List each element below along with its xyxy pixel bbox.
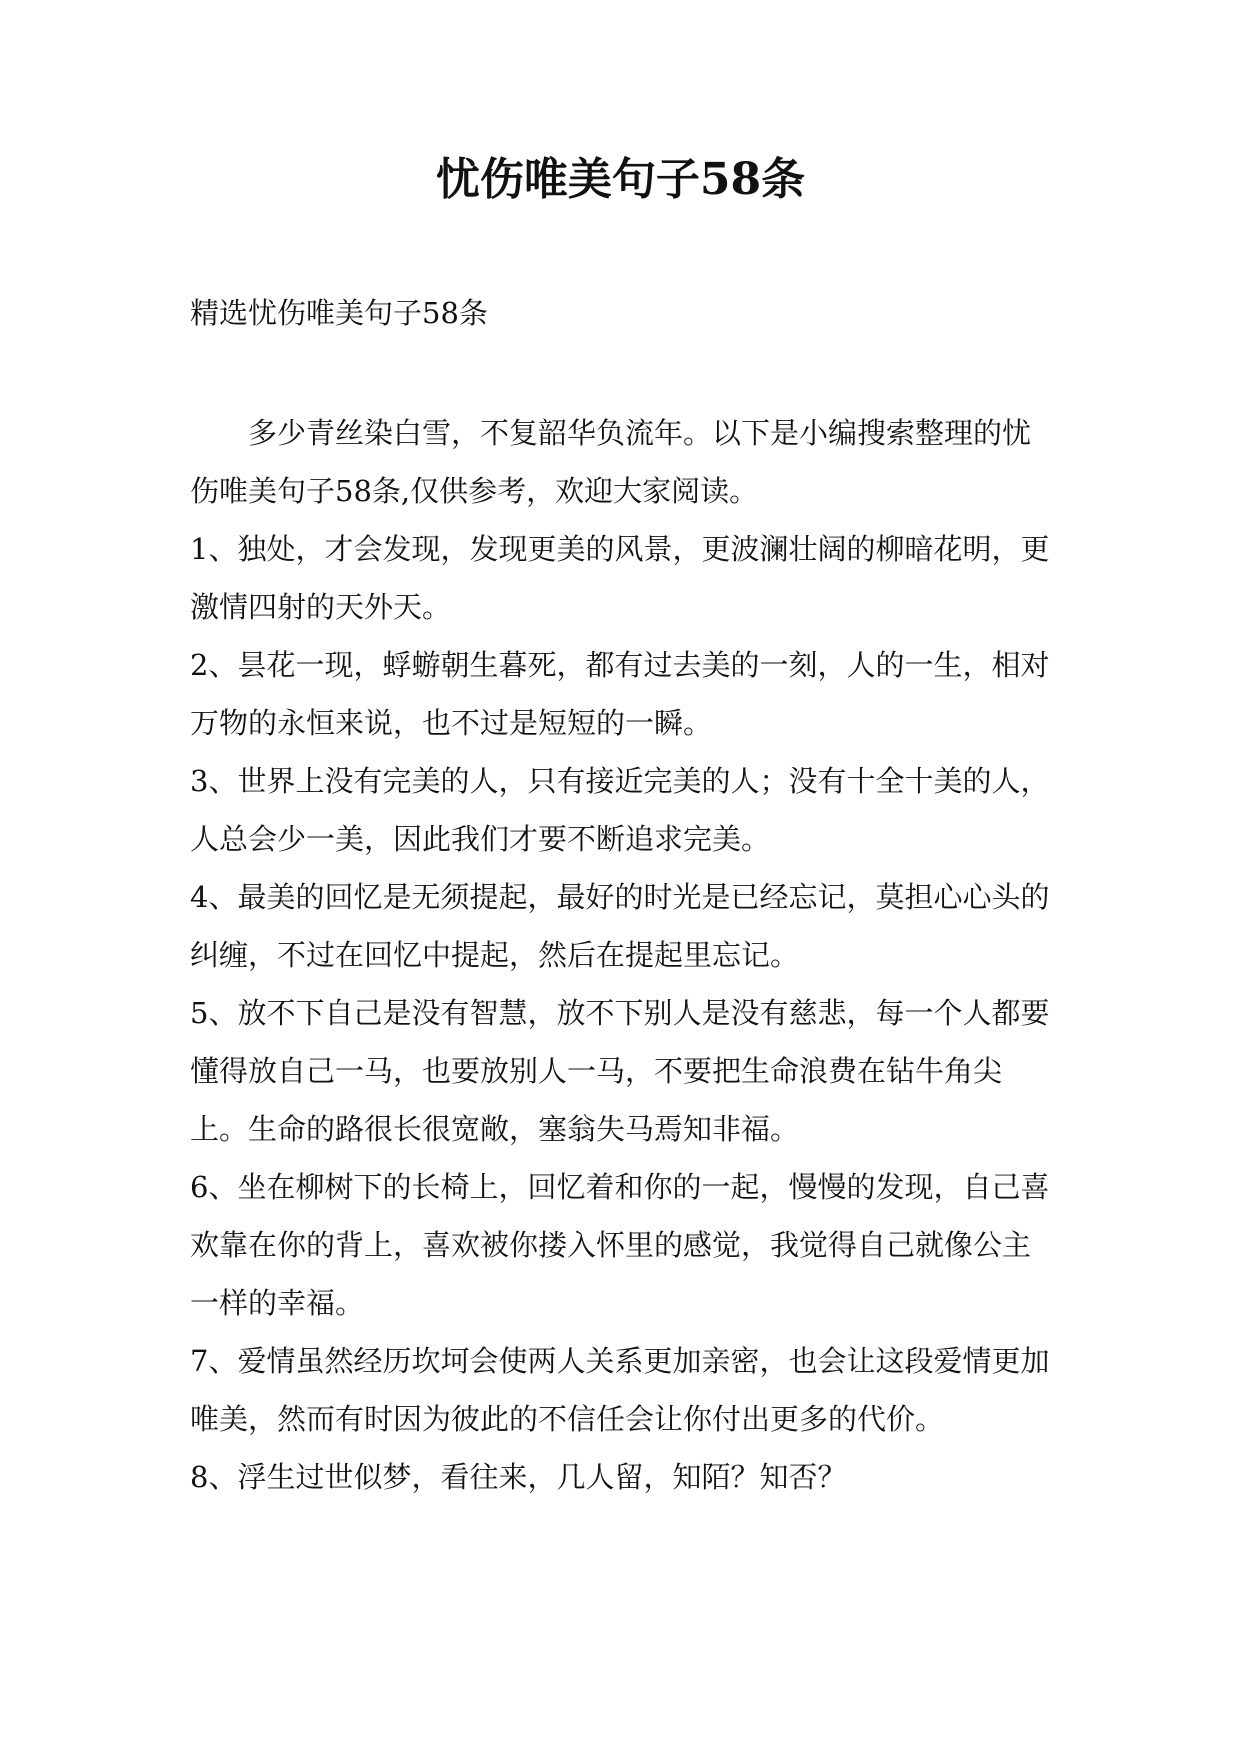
list-item: 5、放不下自己是没有智慧，放不下别人是没有慈悲，每一个人都要懂得放自己一马，也要放别人一马，不要把生命浪费在钻牛角尖上。生命的路很长很宽敞，塞翁失马焉知非福。: [190, 996, 1050, 1146]
document-body: [190, 404, 1050, 1506]
list-item: 7、爱情虽然经历坎坷会使两人关系更加亲密，也会让这段爱情更加唯美，然而有时因为彼此的不信任会让你付出更多的代价。: [190, 1344, 1050, 1436]
list-item: 3、世界上没有完美的人，只有接近完美的人；没有十全十美的人，人总会少一美，因此我们才要不断追求完美。: [190, 764, 1050, 856]
list-item: 2、昙花一现，蜉蝣朝生暮死，都有过去美的一刻，人的一生，相对万物的永恒来说，也不过是短短的一瞬。: [190, 648, 1050, 740]
list-item: 4、最美的回忆是无须提起，最好的时光是已经忘记，莫担心心头的纠缠，不过在回忆中提起，然后在提起里忘记。: [190, 880, 1050, 972]
list-item: 1、独处，才会发现，发现更美的风景，更波澜壮阔的柳暗花明，更激情四射的天外天。: [190, 532, 1050, 624]
document-title: 忧伤唯美句子58条: [435, 154, 806, 205]
list-item: 6、坐在柳树下的长椅上，回忆着和你的一起，慢慢的发现，自己喜欢靠在你的背上，喜欢被你搂入怀里的感觉，我觉得自己就像公主一样的幸福。: [190, 1170, 1050, 1320]
list-item: 8、浮生过世似梦，看往来，几人留，知陌？知否？: [190, 1460, 847, 1494]
document-subtitle: 精选忧伤唯美句子58条: [190, 296, 488, 330]
intro-paragraph: 多少青丝染白雪，不复韶华负流年。以下是小编搜索整理的忧伤唯美句子58条,仅供参考，欢迎大家阅读。: [190, 416, 1032, 508]
